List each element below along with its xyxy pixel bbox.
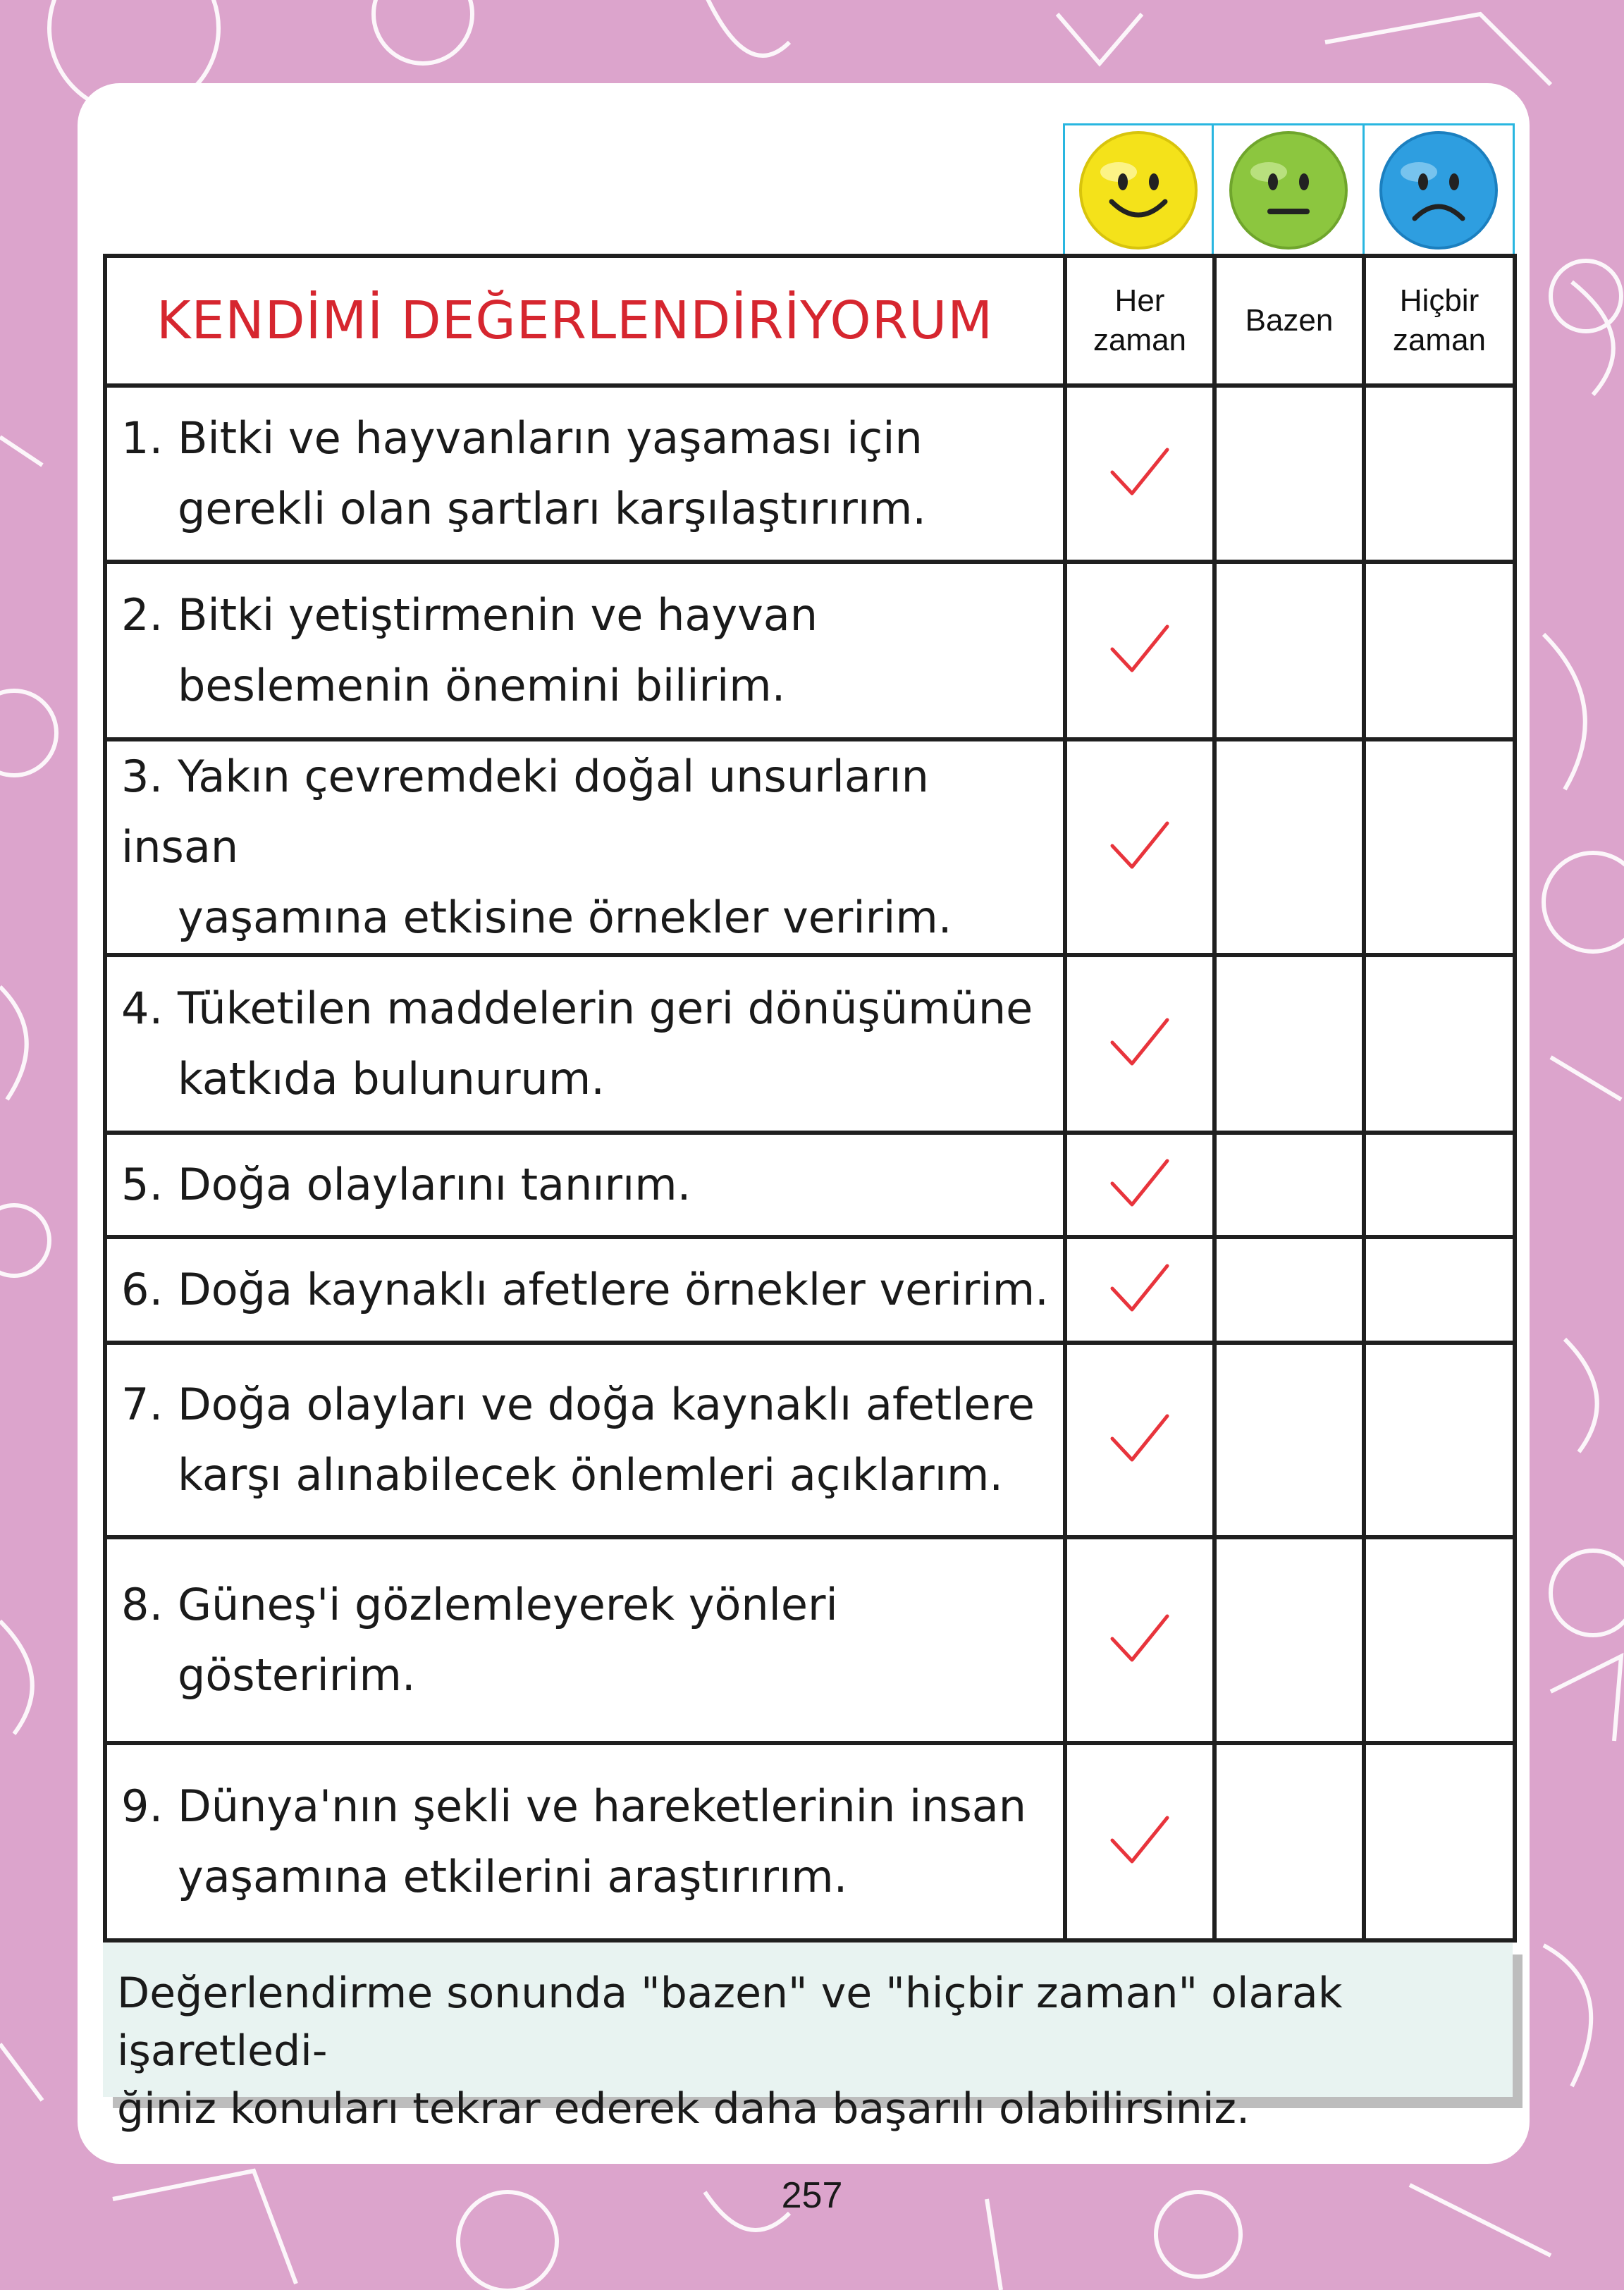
note-line: Değerlendirme sonunda "bazen" ve "hiçbir zaman" olarak işaretledi-	[117, 1969, 1343, 2076]
mark-cell-her-zaman[interactable]	[1065, 1537, 1214, 1743]
check-icon	[1108, 1812, 1171, 1869]
mark-cell-her-zaman[interactable]	[1065, 1343, 1214, 1537]
check-icon	[1108, 621, 1171, 677]
page-number: 257	[781, 2175, 843, 2216]
column-label: Hiçbir	[1399, 283, 1480, 318]
smiley-happy-icon	[1076, 128, 1200, 252]
item-number: 2.	[121, 589, 164, 641]
mark-cell-hicbir-zaman[interactable]	[1364, 739, 1515, 955]
item-line: gerekli olan şartları karşılaştırırım.	[178, 483, 927, 534]
table-row	[105, 1743, 1515, 1940]
item-line: yaşamına etkisine örnekler veririm.	[178, 892, 952, 943]
item-line: karşı alınabilecek önlemleri açıklarım.	[178, 1449, 1004, 1501]
mark-cell-her-zaman[interactable]	[1065, 386, 1214, 562]
mark-cell-hicbir-zaman[interactable]	[1364, 1237, 1515, 1343]
mark-cell-hicbir-zaman[interactable]	[1364, 386, 1515, 562]
page-title: KENDİMİ DEĞERLENDİRİYORUM	[105, 256, 1065, 386]
item-number: 7.	[121, 1379, 164, 1430]
column-label: Bazen	[1245, 303, 1334, 338]
criterion-text	[105, 562, 1065, 739]
check-icon	[1108, 444, 1171, 500]
mark-cell-hicbir-zaman[interactable]	[1364, 1343, 1515, 1537]
mark-cell-bazen[interactable]	[1214, 1237, 1364, 1343]
column-label: Her	[1114, 283, 1165, 318]
column-bazen	[1214, 256, 1364, 386]
note-line: ğiniz konuları tekrar ederek daha başarılı olabilirsiniz.	[117, 2084, 1250, 2134]
face-cell-her-zaman	[1063, 123, 1214, 257]
item-line: Tüketilen maddelerin geri dönüşümüne	[178, 983, 1033, 1034]
column-hicbir-zaman	[1364, 256, 1515, 386]
item-line: Yakın çevremdeki doğal unsurların insan	[121, 751, 929, 873]
item-line: beslemenin önemini bilirim.	[178, 660, 786, 711]
check-icon	[1108, 818, 1171, 874]
criterion-text	[105, 1743, 1065, 1940]
column-label: zaman	[1392, 323, 1487, 357]
mark-cell-hicbir-zaman[interactable]	[1364, 1743, 1515, 1940]
item-line: Dünya'nın şekli ve hareketlerinin insan	[178, 1780, 1027, 1832]
item-number: 1.	[121, 412, 164, 464]
mark-cell-bazen[interactable]	[1214, 562, 1364, 739]
advice-note	[103, 1943, 1513, 2134]
item-line: Doğa olaylarını tanırım.	[178, 1159, 691, 1210]
item-number: 5.	[121, 1159, 164, 1210]
column-her-zaman	[1065, 256, 1214, 386]
check-icon	[1108, 1014, 1171, 1071]
check-icon	[1108, 1260, 1171, 1317]
check-icon	[1108, 1155, 1171, 1212]
item-line: Bitki ve hayvanların yaşaması için	[178, 412, 923, 464]
mark-cell-hicbir-zaman[interactable]	[1364, 955, 1515, 1133]
face-cell-hicbir-zaman	[1362, 123, 1515, 257]
item-number: 8.	[121, 1579, 164, 1630]
table-row	[105, 1537, 1515, 1743]
mark-cell-her-zaman[interactable]	[1065, 1133, 1214, 1237]
criterion-text	[105, 386, 1065, 562]
criterion-text	[105, 1133, 1065, 1237]
evaluation-table	[103, 254, 1517, 1943]
item-line: gösteririm.	[178, 1649, 416, 1701]
mark-cell-her-zaman[interactable]	[1065, 739, 1214, 955]
item-line: Doğa kaynaklı afetlere örnekler veririm.	[178, 1264, 1049, 1315]
column-label: zaman	[1093, 323, 1187, 357]
table-header-row	[105, 256, 1515, 386]
check-icon	[1108, 1611, 1171, 1667]
table-row	[105, 739, 1515, 955]
mark-cell-her-zaman[interactable]	[1065, 1743, 1214, 1940]
smiley-sad-icon	[1377, 128, 1501, 252]
table-row	[105, 386, 1515, 562]
item-line: Güneş'i gözlemleyerek yönleri	[178, 1579, 838, 1630]
mark-cell-bazen[interactable]	[1214, 386, 1364, 562]
criterion-text	[105, 739, 1065, 955]
face-header	[1063, 123, 1513, 256]
smiley-neutral-icon	[1226, 128, 1351, 252]
table-row	[105, 1237, 1515, 1343]
face-cell-bazen	[1212, 123, 1364, 257]
criterion-text	[105, 1343, 1065, 1537]
item-number: 6.	[121, 1264, 164, 1315]
table-row	[105, 955, 1515, 1133]
item-line: Doğa olayları ve doğa kaynaklı afetlere	[178, 1379, 1035, 1430]
table-row	[105, 1343, 1515, 1537]
item-number: 4.	[121, 983, 164, 1034]
item-number: 3.	[121, 751, 164, 802]
check-icon	[1108, 1410, 1171, 1467]
mark-cell-bazen[interactable]	[1214, 1743, 1364, 1940]
item-line: katkıda bulunurum.	[178, 1053, 605, 1104]
mark-cell-bazen[interactable]	[1214, 1133, 1364, 1237]
item-line: Bitki yetiştirmenin ve hayvan	[178, 589, 818, 641]
criterion-text	[105, 1237, 1065, 1343]
mark-cell-hicbir-zaman[interactable]	[1364, 1133, 1515, 1237]
mark-cell-hicbir-zaman[interactable]	[1364, 1537, 1515, 1743]
mark-cell-hicbir-zaman[interactable]	[1364, 562, 1515, 739]
mark-cell-bazen[interactable]	[1214, 1343, 1364, 1537]
item-line: yaşamına etkilerini araştırırım.	[178, 1851, 848, 1902]
criterion-text	[105, 1537, 1065, 1743]
item-number: 9.	[121, 1780, 164, 1832]
table-row	[105, 1133, 1515, 1237]
mark-cell-bazen[interactable]	[1214, 1537, 1364, 1743]
table-row	[105, 562, 1515, 739]
mark-cell-bazen[interactable]	[1214, 955, 1364, 1133]
mark-cell-her-zaman[interactable]	[1065, 955, 1214, 1133]
mark-cell-her-zaman[interactable]	[1065, 1237, 1214, 1343]
criterion-text	[105, 955, 1065, 1133]
mark-cell-bazen[interactable]	[1214, 739, 1364, 955]
mark-cell-her-zaman[interactable]	[1065, 562, 1214, 739]
